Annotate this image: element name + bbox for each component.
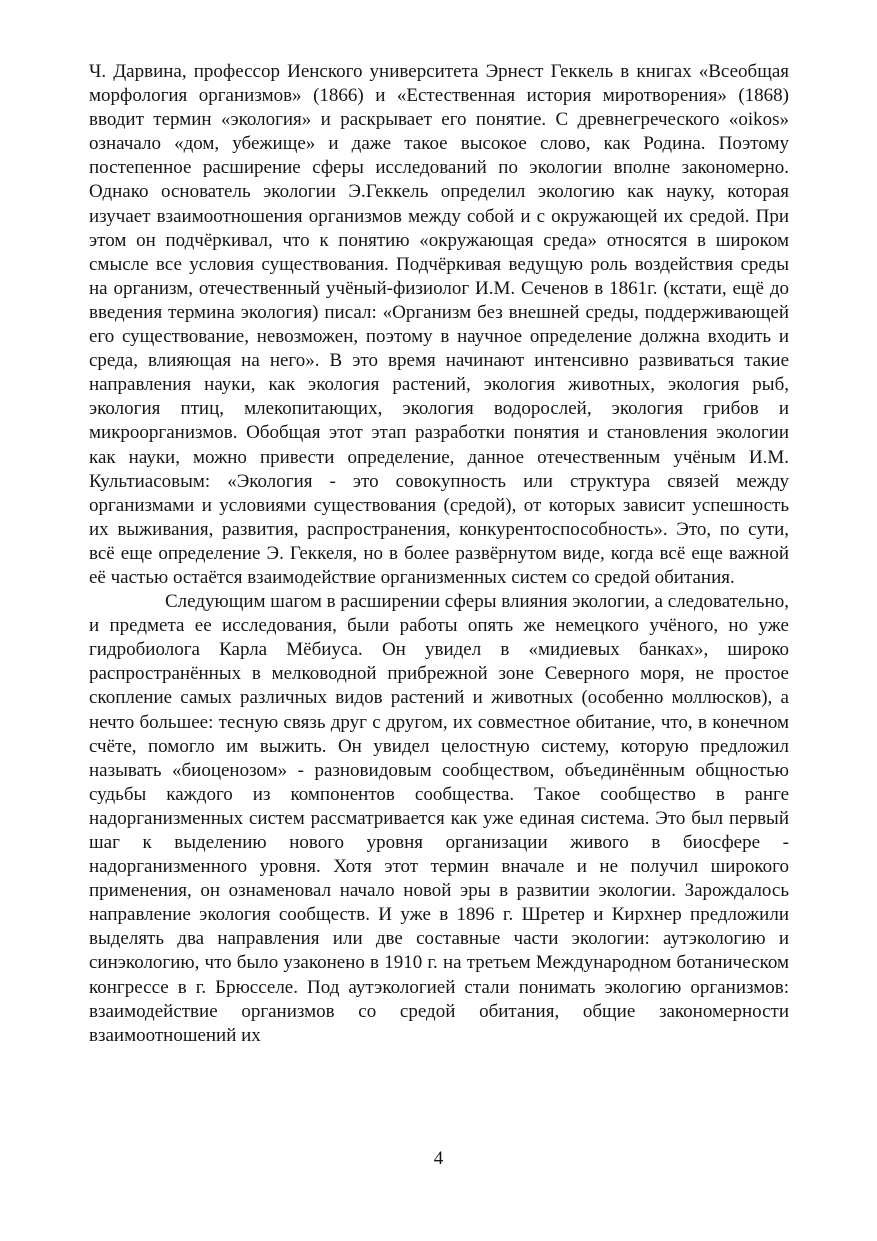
paragraph-2: Следующим шагом в расширении сферы влияния экологии, а следовательно, и предмета ее исследования, были работы опять же немецкого учёного, но уже гидробиолога Карла Мёбиуса. Он увидел в «мидиевых банках», широко распространённых в мелководной прибрежной зоне Северного моря, не простое скопление самых различных видов растений и животных (особенно моллюсков), а нечто большее: тесную связь друг с другом, их совместное обитание, что, в конечном счёте, помогло им выжить. Он увидел целостную систему, которую предложил называть «биоценозом» - разновидовым сообществом, объединённым общностью судьбы каждого из компонентов сообщества. Такое сообщество в ранге надорганизменных систем рассматривается как уже единая система. Это был первый шаг к выделению нового уровня организации живого в биосфере - надорганизменного уровня. Хотя этот термин вначале и не получил широкого применения, он ознаменовал начало новой эры в развитии экологии. Зарождалось направление экология сообществ. И уже в 1896 г. Шретер и Кирхнер предложили выделять два направления или две составные части экологии: аутэкологию и синэкологию, что было узаконено в 1910 г. на третьем Международном ботаническом конгрессе в г. Брюсселе. Под аутэкологией стали понимать экологию организмов: взаимодействие организмов со средой обитания, общие закономерности взаимоотношений их — [89, 591, 789, 1046]
body-text — [89, 60, 789, 1048]
page-number: 4 — [433, 1148, 444, 1169]
paragraph-1: Ч. Дарвина, профессор Иенского университета Эрнест Геккель в книгах «Всеобщая морфология организмов» (1866) и «Естественная история миротворения» (1868) вводит термин «экология» и раскрывает его понятие. С древнегреческого «oikos» означало «дом, убежище» и даже такое высокое слово, как Родина. Поэтому постепенное расширение сферы исследований по экологии вполне закономерно. Однако основатель экологии Э.Геккель определил экологию как науку, которая изучает взаимоотношения организмов между собой и с окружающей их средой. При этом он подчёркивал, что к понятию «окружающая среда» относятся в широком смысле все условия существования. Подчёркивая ведущую роль воздействия среды на организм, отечественный учёный-физиолог И.М. Сеченов в 1861г. (кстати, ещё до введения термина экология) писал: «Организм без внешней среды, поддерживающей его существование, невозможен, поэтому в научное определение должна входить и среда, влияющая на него». В это время начинают интенсивно развиваться такие направления науки, как экология растений, экология животных, экология рыб, экология птиц, млекопитающих, экология водорослей, экология грибов и микроорганизмов. Обобщая этот этап разработки понятия и становления экологии как науки, можно привести определение, данное отечественным учёным И.М. Культиасовым: «Экология - это совокупность или структура связей между организмами и условиями существования (средой), от которых зависит успешность их выживания, развития, распространения, конкурентоспособность». Это, по сути, всё еще определение Э. Геккеля, но в более развёрнутом виде, когда всё еще важной её частью остаётся взаимодействие организменных систем со средой обитания. — [89, 61, 789, 588]
